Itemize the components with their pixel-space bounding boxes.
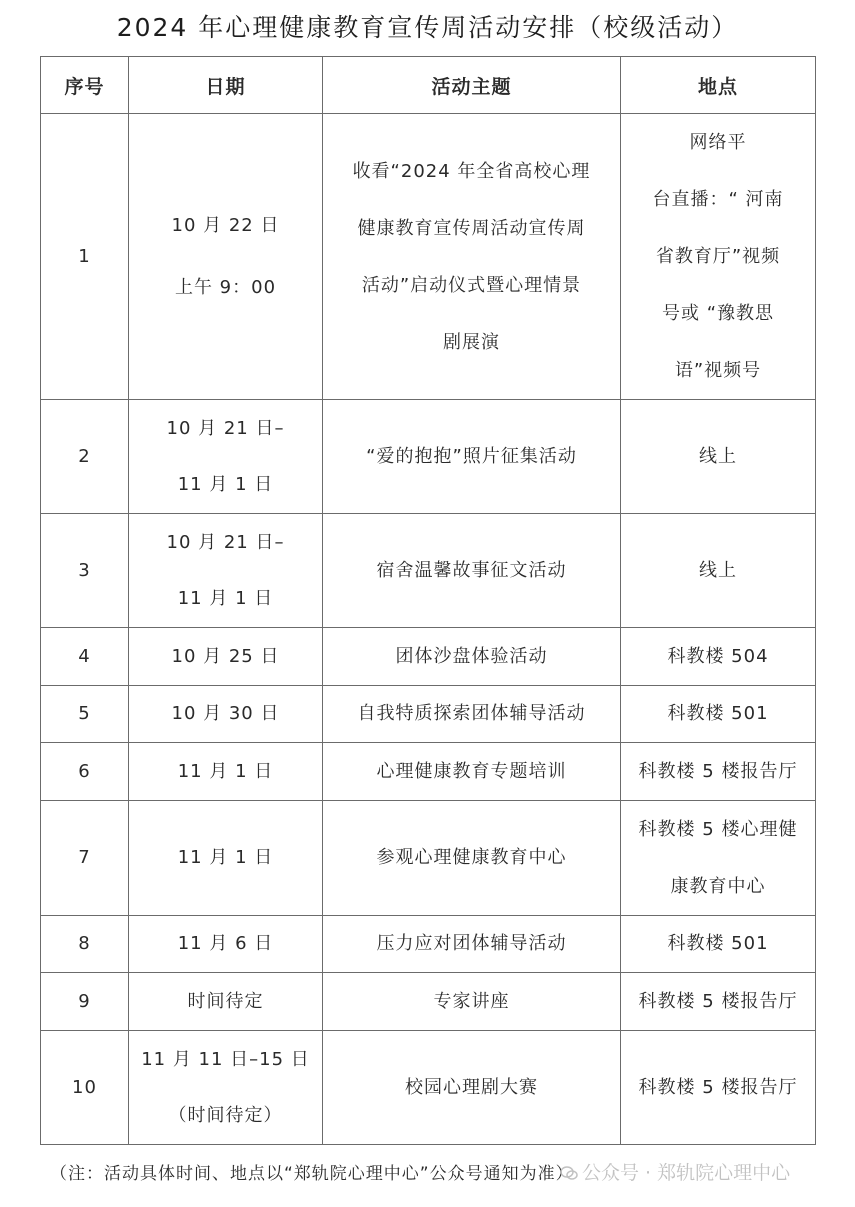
- activity-schedule-table: [40, 56, 816, 1145]
- cell-no: [41, 801, 129, 916]
- cell-theme-line: 团体沙盘体验活动: [395, 645, 548, 667]
- cell-date-line: 11 月 1 日: [177, 473, 274, 495]
- header-date: 日期: [129, 57, 323, 114]
- cell-location: [621, 1031, 816, 1145]
- cell-theme-line: 专家讲座: [433, 990, 510, 1012]
- header-no: 序号: [41, 57, 129, 114]
- cell-no-line: 4: [78, 645, 91, 667]
- cell-location-line: 科教楼 5 楼报告厅: [638, 760, 798, 782]
- cell-date: [129, 400, 323, 514]
- table-header-row: [41, 57, 816, 114]
- cell-date-line: 10 月 21 日–: [166, 417, 285, 439]
- cell-theme: [323, 114, 621, 400]
- wechat-icon: [560, 1164, 578, 1182]
- cell-no: [41, 514, 129, 628]
- cell-no: [41, 114, 129, 400]
- cell-date-line: （时间待定）: [168, 1104, 283, 1126]
- cell-no-line: 8: [78, 933, 91, 954]
- cell-theme: [323, 514, 621, 628]
- cell-theme: [323, 973, 621, 1031]
- cell-date-line: 10 月 21 日–: [166, 531, 285, 553]
- cell-theme: [323, 743, 621, 801]
- cell-location-line: 网络平: [689, 132, 747, 153]
- cell-date-line: 11 月 1 日: [177, 847, 274, 868]
- cell-date: [129, 686, 323, 743]
- cell-location: [621, 916, 816, 973]
- watermark-text: 公众号 · 郑轨院心理中心: [582, 1162, 791, 1184]
- table-row: [41, 973, 816, 1031]
- table-row: [41, 801, 816, 916]
- cell-no: [41, 1031, 129, 1145]
- cell-location-line: 康教育中心: [670, 876, 766, 897]
- cell-date: [129, 1031, 323, 1145]
- table-row: [41, 628, 816, 686]
- cell-theme: [323, 916, 621, 973]
- table-row: [41, 743, 816, 801]
- cell-date: [129, 628, 323, 686]
- cell-date: [129, 801, 323, 916]
- cell-location-line: 线上: [699, 445, 737, 467]
- cell-date-line: 时间待定: [187, 990, 264, 1012]
- cell-theme: [323, 400, 621, 514]
- cell-location-line: 科教楼 501: [667, 933, 769, 954]
- cell-theme: [323, 1031, 621, 1145]
- cell-no-line: 7: [78, 847, 91, 868]
- cell-date: [129, 514, 323, 628]
- cell-location: [621, 686, 816, 743]
- cell-no-line: 6: [78, 760, 91, 782]
- cell-location: [621, 514, 816, 628]
- cell-date: [129, 114, 323, 400]
- cell-date-line: 10 月 22 日: [171, 214, 280, 236]
- cell-no-line: 1: [78, 245, 91, 267]
- cell-theme: [323, 628, 621, 686]
- cell-theme: [323, 686, 621, 743]
- cell-no-line: 5: [78, 703, 91, 724]
- table-row: [41, 400, 816, 514]
- cell-location-line: 科教楼 5 楼报告厅: [638, 990, 798, 1012]
- cell-theme-line: 参观心理健康教育中心: [376, 847, 567, 868]
- cell-theme-line: 活动”启动仪式暨心理情景: [361, 274, 582, 296]
- cell-theme-line: 健康教育宣传周活动宣传周: [357, 217, 586, 239]
- cell-location-line: 语”视频号: [674, 360, 762, 381]
- cell-location: [621, 973, 816, 1031]
- cell-date-line: 10 月 25 日: [171, 645, 280, 667]
- cell-location-line: 台直播：“ 河南: [652, 189, 784, 210]
- cell-location-line: 线上: [699, 559, 737, 581]
- cell-date-line: 11 月 1 日: [177, 587, 274, 609]
- cell-date-line: 上午 9：00: [174, 276, 277, 298]
- cell-theme-line: 收看“2024 年全省高校心理: [352, 160, 591, 182]
- cell-location-line: 科教楼 501: [667, 703, 769, 724]
- cell-date-line: 11 月 6 日: [177, 933, 274, 954]
- cell-theme-line: “爱的抱抱”照片征集活动: [366, 445, 577, 467]
- cell-theme-line: 压力应对团体辅导活动: [376, 933, 567, 954]
- header-theme: 活动主题: [323, 57, 621, 114]
- cell-location-line: 省教育厅”视频: [655, 246, 781, 267]
- table-row: [41, 686, 816, 743]
- cell-theme-line: 自我特质探索团体辅导活动: [357, 703, 586, 724]
- cell-theme-line: 校园心理剧大赛: [405, 1076, 538, 1098]
- cell-date: [129, 743, 323, 801]
- cell-no-line: 2: [78, 445, 91, 467]
- cell-no: [41, 743, 129, 801]
- cell-theme-line: 心理健康教育专题培训: [376, 760, 567, 782]
- table-row: [41, 916, 816, 973]
- cell-location: [621, 628, 816, 686]
- cell-location-line: 科教楼 504: [667, 645, 769, 667]
- cell-location-line: 科教楼 5 楼报告厅: [638, 1076, 798, 1098]
- cell-location: [621, 114, 816, 400]
- cell-no: [41, 973, 129, 1031]
- cell-date-line: 11 月 1 日: [177, 760, 274, 782]
- cell-theme-line: 剧展演: [443, 331, 500, 353]
- cell-location: [621, 801, 816, 916]
- cell-location-line: 科教楼 5 楼心理健: [638, 819, 798, 840]
- cell-theme: [323, 801, 621, 916]
- cell-location: [621, 400, 816, 514]
- cell-theme-line: 宿舍温馨故事征文活动: [376, 559, 567, 581]
- footer-note: （注：活动具体时间、地点以“郑轨院心理中心”公众号通知为准）: [50, 1164, 574, 1184]
- cell-no-line: 3: [78, 559, 91, 581]
- header-location: 地点: [621, 57, 816, 114]
- cell-no-line: 9: [78, 990, 91, 1012]
- cell-date: [129, 973, 323, 1031]
- table-row: [41, 114, 816, 400]
- cell-no: [41, 400, 129, 514]
- cell-location: [621, 743, 816, 801]
- table-row: [41, 514, 816, 628]
- table-row: [41, 1031, 816, 1145]
- cell-location-line: 号或 “豫教思: [661, 303, 775, 324]
- cell-date-line: 10 月 30 日: [171, 703, 280, 724]
- table-body: [41, 114, 816, 1145]
- cell-date-line: 11 月 11 日–15 日: [141, 1048, 310, 1070]
- page-title: 2024 年心理健康教育宣传周活动安排（校级活动）: [116, 13, 739, 42]
- cell-no: [41, 916, 129, 973]
- cell-no-line: 10: [72, 1076, 97, 1098]
- cell-date: [129, 916, 323, 973]
- cell-no: [41, 686, 129, 743]
- watermark: [560, 1158, 790, 1185]
- cell-no: [41, 628, 129, 686]
